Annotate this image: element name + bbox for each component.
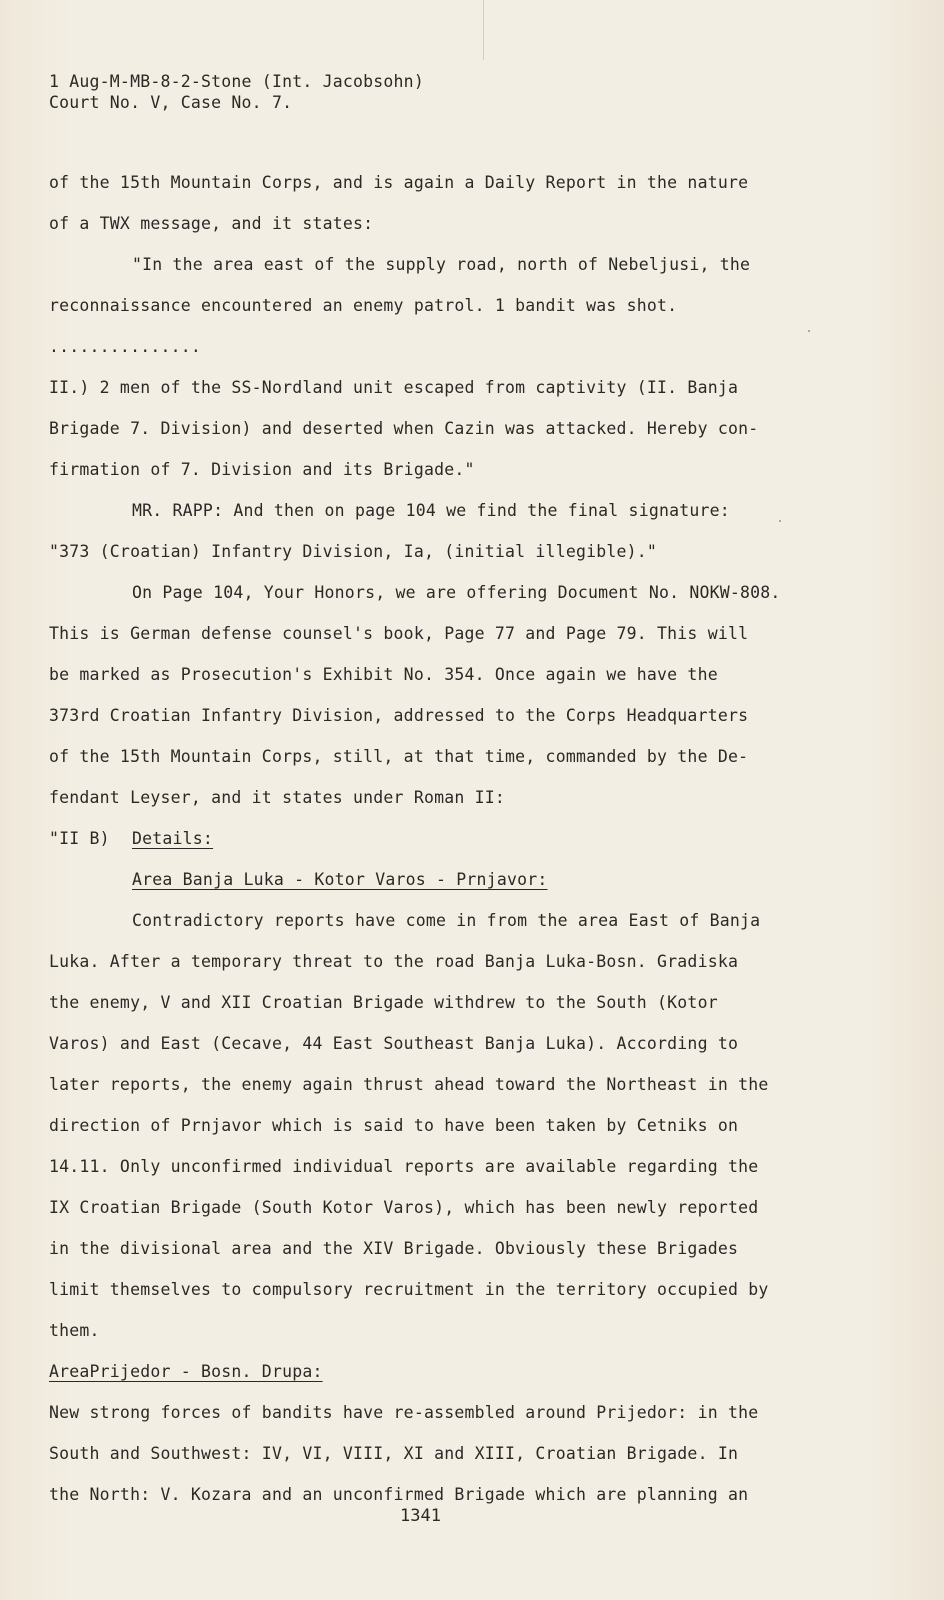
body-line: them.	[49, 1321, 100, 1340]
body-line: reconnaissance encountered an enemy patrol. 1 bandit was shot.	[49, 296, 678, 315]
body-line: of the 15th Mountain Corps, and is again a Daily Report in the nature	[49, 173, 749, 192]
body-line: in the divisional area and the XIV Brigade. Obviously these Brigades	[49, 1239, 739, 1258]
section-heading-prijedor: AreaPrijedor - Bosn. Drupa:	[49, 1362, 323, 1381]
header-line-1: 1 Aug-M-MB-8-2-Stone (Int. Jacobsohn)	[49, 72, 424, 91]
body-line: On Page 104, Your Honors, we are offering Document No. NOKW-808.	[132, 583, 781, 602]
body-line: Luka. After a temporary threat to the road Banja Luka-Bosn. Gradiska	[49, 952, 739, 971]
body-line: New strong forces of bandits have re-assembled around Prijedor: in the	[49, 1403, 759, 1422]
section-heading-banja-luka: Area Banja Luka - Kotor Varos - Prnjavor:	[132, 870, 548, 889]
body-line: be marked as Prosecution's Exhibit No. 354. Once again we have the	[49, 665, 718, 684]
body-line: Brigade 7. Division) and deserted when Cazin was attacked. Hereby con-	[49, 419, 759, 438]
body-line: the North: V. Kozara and an unconfirmed Brigade which are planning an	[49, 1485, 749, 1504]
body-line: 14.11. Only unconfirmed individual reports are available regarding the	[49, 1157, 759, 1176]
body-line: of a TWX message, and it states:	[49, 214, 374, 233]
header-line-2: Court No. V, Case No. 7.	[49, 93, 293, 112]
body-line: firmation of 7. Division and its Brigade."	[49, 460, 475, 479]
body-line: fendant Leyser, and it states under Roman II:	[49, 788, 506, 807]
body-line: IX Croatian Brigade (South Kotor Varos), which has been newly reported	[49, 1198, 759, 1217]
body-line: Contradictory reports have come in from the area East of Banja	[132, 911, 761, 930]
body-line: "373 (Croatian) Infantry Division, Ia, (initial illegible)."	[49, 542, 658, 561]
body-line: limit themselves to compulsory recruitment in the territory occupied by	[49, 1280, 769, 1299]
page-crease	[483, 0, 484, 60]
body-line: "II B)	[49, 829, 110, 848]
body-line: II.) 2 men of the SS-Nordland unit escaped from captivity (II. Banja	[49, 378, 739, 397]
paper-speck	[808, 330, 810, 332]
body-line: Varos) and East (Cecave, 44 East Southeast Banja Luka). According to	[49, 1034, 739, 1053]
body-line: the enemy, V and XII Croatian Brigade withdrew to the South (Kotor	[49, 993, 718, 1012]
body-line: 373rd Croatian Infantry Division, addressed to the Corps Headquarters	[49, 706, 749, 725]
body-line: later reports, the enemy again thrust ahead toward the Northeast in the	[49, 1075, 769, 1094]
body-line: of the 15th Mountain Corps, still, at that time, commanded by the De-	[49, 747, 749, 766]
details-heading: Details:	[132, 829, 214, 848]
page-number: 1341	[400, 1506, 441, 1526]
body-line: "In the area east of the supply road, north of Nebeljusi, the	[132, 255, 751, 274]
body-line: This is German defense counsel's book, Page 77 and Page 79. This will	[49, 624, 749, 643]
body-line: MR. RAPP: And then on page 104 we find the final signature:	[132, 501, 730, 520]
body-line: South and Southwest: IV, VI, VIII, XI and XIII, Croatian Brigade. In	[49, 1444, 739, 1463]
paper-speck	[779, 520, 781, 522]
body-line: ...............	[49, 337, 202, 356]
body-line: direction of Prnjavor which is said to have been taken by Cetniks on	[49, 1116, 739, 1135]
